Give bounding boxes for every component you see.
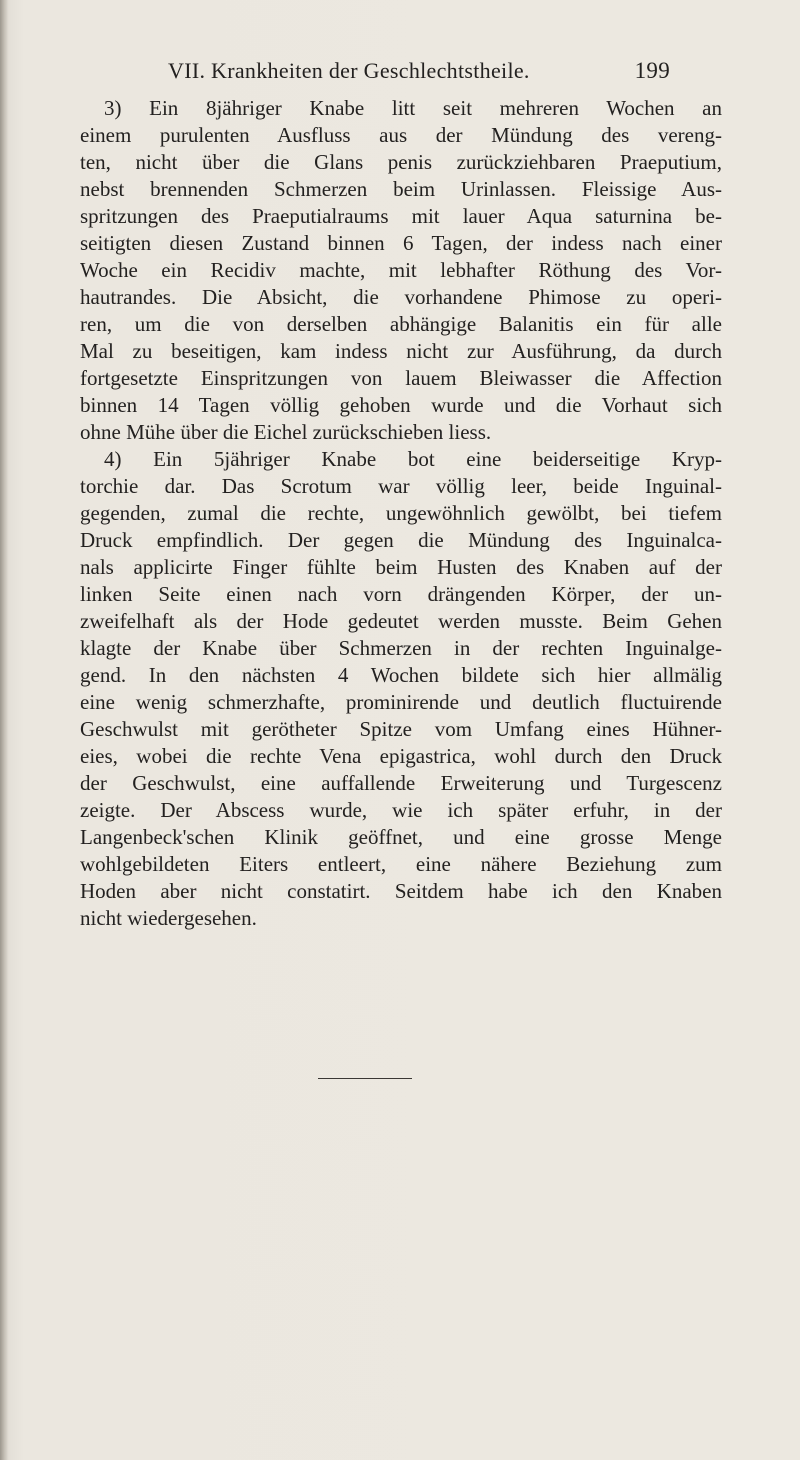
text-line: binnen 14 Tagen völlig gehoben wurde und die Vorhaut sich bbox=[80, 393, 722, 417]
text-line: nebst brennenden Schmerzen beim Urinlassen. Fleissige Aus- bbox=[80, 177, 722, 201]
text-line: Langenbeck'schen Klinik geöffnet, und eine grosse Menge bbox=[80, 825, 722, 849]
text-line: 3) Ein 8jähriger Knabe litt seit mehreren Wochen an bbox=[104, 96, 722, 120]
text-line: linken Seite einen nach vorn drängenden Körper, der un- bbox=[80, 582, 722, 606]
text-line: Woche ein Recidiv machte, mit lebhafter Röthung des Vor- bbox=[80, 258, 722, 282]
page-binding-edge bbox=[0, 0, 8, 1460]
body-text bbox=[80, 95, 722, 932]
text-line: spritzungen des Praeputialraums mit lauer Aqua saturnina be- bbox=[80, 204, 722, 228]
text-line: gend. In den nächsten 4 Wochen bildete sich hier allmälig bbox=[80, 663, 722, 687]
text-line: gegenden, zumal die rechte, ungewöhnlich gewölbt, bei tiefem bbox=[80, 501, 722, 525]
page-header bbox=[150, 58, 670, 88]
text-line: ohne Mühe über die Eichel zurückschieben liess. bbox=[80, 420, 492, 444]
text-line: ten, nicht über die Glans penis zurückziehbaren Praeputium, bbox=[80, 150, 722, 174]
text-line: einem purulenten Ausfluss aus der Mündung des vereng- bbox=[80, 123, 722, 147]
text-line: eies, wobei die rechte Vena epigastrica, wohl durch den Druck bbox=[80, 744, 722, 768]
text-line: klagte der Knabe über Schmerzen in der rechten Inguinalge- bbox=[80, 636, 722, 660]
text-line: der Geschwulst, eine auffallende Erweiterung und Turgescenz bbox=[80, 771, 722, 795]
paragraph-case-3 bbox=[80, 95, 722, 446]
text-line: Geschwulst mit gerötheter Spitze vom Umfang eines Hühner- bbox=[80, 717, 722, 741]
section-end-rule bbox=[318, 1078, 412, 1079]
text-line: ren, um die von derselben abhängige Balanitis ein für alle bbox=[80, 312, 722, 336]
text-line: Mal zu beseitigen, kam indess nicht zur Ausführung, da durch bbox=[80, 339, 722, 363]
paragraph-case-4 bbox=[80, 446, 722, 932]
text-line: nals applicirte Finger fühlte beim Husten des Knaben auf der bbox=[80, 555, 722, 579]
text-line: zweifelhaft als der Hode gedeutet werden musste. Beim Gehen bbox=[80, 609, 722, 633]
text-line: zeigte. Der Abscess wurde, wie ich später erfuhr, in der bbox=[80, 798, 722, 822]
text-line: wohlgebildeten Eiters entleert, eine nähere Beziehung zum bbox=[80, 852, 722, 876]
text-line: Druck empfindlich. Der gegen die Mündung des Inguinalca- bbox=[80, 528, 722, 552]
text-line: Hoden aber nicht constatirt. Seitdem habe ich den Knaben bbox=[80, 879, 722, 903]
text-line: seitigten diesen Zustand binnen 6 Tagen, der indess nach einer bbox=[80, 231, 722, 255]
text-line: eine wenig schmerzhafte, prominirende und deutlich fluctuirende bbox=[80, 690, 722, 714]
running-title: VII. Krankheiten der Geschlechtstheile. bbox=[168, 58, 530, 83]
page-number: 199 bbox=[634, 58, 670, 83]
text-line: hautrandes. Die Absicht, die vorhandene Phimose zu operi- bbox=[80, 285, 722, 309]
text-line: torchie dar. Das Scrotum war völlig leer, beide Inguinal- bbox=[80, 474, 722, 498]
text-line: fortgesetzte Einspritzungen von lauem Bleiwasser die Affection bbox=[80, 366, 722, 390]
text-line: nicht wiedergesehen. bbox=[80, 906, 257, 930]
text-line: 4) Ein 5jähriger Knabe bot eine beiderseitige Kryp- bbox=[104, 447, 722, 471]
